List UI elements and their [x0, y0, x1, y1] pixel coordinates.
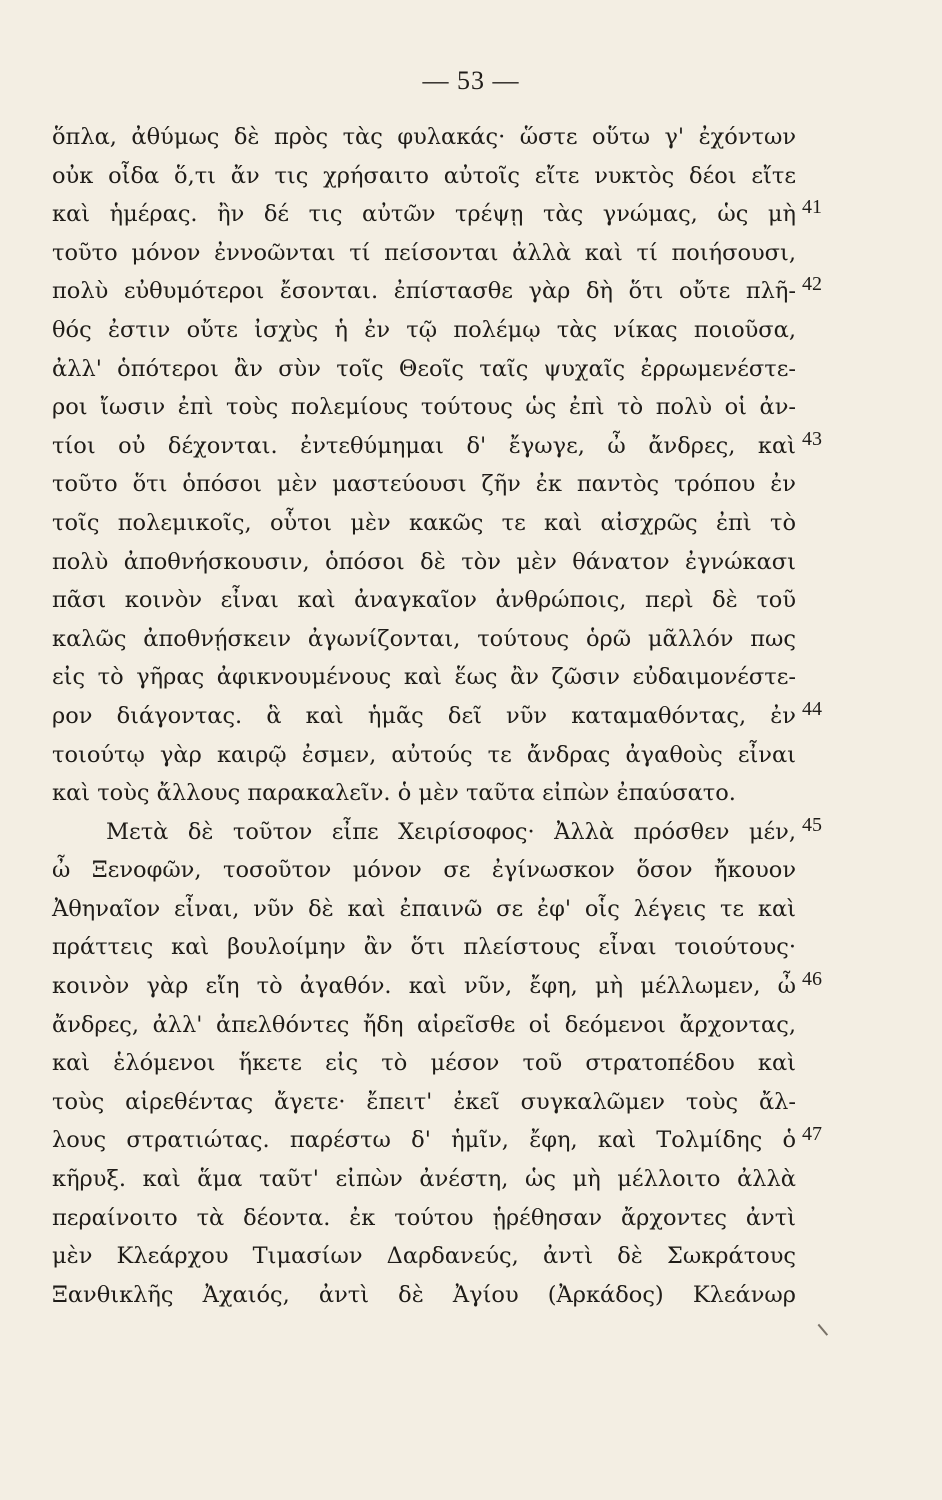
- text-line: τοιούτῳ γὰρ καιρῷ ἐσμεν, αὐτούς τε ἄνδρας ἀγαθοὺς εἶναι: [52, 741, 796, 768]
- text-line: τοῦτο μόνον ἐννοῶνται τί πείσονται ἀλλὰ καὶ τί ποιήσουσι,: [52, 239, 796, 266]
- text-line: τοῖς πολεμικοῖς, οὗτοι μὲν κακῶς τε καὶ αἰσχρῶς ἐπὶ τὸ: [52, 509, 796, 536]
- text-line: ἀλλ' ὁπότεροι ἂν σὺν τοῖς Θεοῖς ταῖς ψυχαῖς ἐρρωμενέστε-: [52, 355, 796, 382]
- text-line: οὐκ οἶδα ὅ,τι ἄν τις χρήσαιτο αὐτοῖς εἴτε νυκτὸς δέοι εἴτε: [52, 162, 796, 189]
- text-line: θός ἐστιν οὔτε ἰσχὺς ἡ ἐν τῷ πολέμῳ τὰς νίκας ποιοῦσα,: [52, 316, 796, 343]
- text-line: Ξανθικλῆς Ἀχαιός, ἀντὶ δὲ Ἀγίου (Ἀρκάδος) Κλεάνωρ: [52, 1281, 796, 1308]
- text-line: ὦ Ξενοφῶν, τοσοῦτον μόνον σε ἐγίνωσκον ὅσον ἤκουον: [52, 857, 796, 884]
- text-line: πᾶσι κοινὸν εἶναι καὶ ἀναγκαῖον ἀνθρώποις, περὶ δὲ τοῦ: [52, 587, 796, 614]
- text-line: εἰς τὸ γῆρας ἀφικνουμένους καὶ ἕως ἂν ζῶσιν εὐδαιμονέστε-: [52, 664, 796, 691]
- text-line: Ἀθηναῖον εἶναι, νῦν δὲ καὶ ἐπαινῶ σε ἐφ' οἷς λέγεις τε καὶ: [52, 895, 796, 922]
- text-line: ροι ἴωσιν ἐπὶ τοὺς πολεμίους τούτους ὡς ἐπὶ τὸ πολὺ οἱ ἀν-: [52, 394, 796, 421]
- text-line: τοῦτο ὅτι ὁπόσοι μὲν μαστεύουσι ζῆν ἐκ παντὸς τρόπου ἐν: [52, 471, 796, 498]
- section-number: 45: [802, 813, 822, 836]
- section-number: 41: [802, 196, 822, 219]
- text-line: περαίνοιτο τὰ δέοντα. ἐκ τούτου ᾑρέθησαν ἄρχοντες ἀντὶ: [52, 1204, 796, 1231]
- section-number: 43: [802, 427, 822, 450]
- text-line: πράττεις καὶ βουλοίμην ἂν ὅτι πλείστους εἶναι τοιούτους·: [52, 934, 796, 961]
- text-line: ὅπλα, ἀθύμως δὲ πρὸς τὰς φυλακάς· ὥστε οὕτω γ' ἐχόντων: [52, 124, 796, 150]
- page-number: — 53 —: [422, 66, 520, 95]
- ink-mark: [810, 1324, 828, 1342]
- section-number: 47: [802, 1122, 822, 1145]
- paragraph-first-line: Μετὰ δὲ τοῦτον εἶπε Χειρίσοφος· Ἀλλὰ πρόσθεν μέν,: [106, 818, 796, 845]
- text-line: καὶ τοὺς ἄλλους παρακαλεῖν. ὁ μὲν ταῦτα εἰπὼν ἐπαύσατο.: [52, 780, 736, 807]
- text-line: ρον διάγοντας. ἃ καὶ ἡμᾶς δεῖ νῦν καταμαθόντας, ἐν: [52, 702, 796, 729]
- text-line: καὶ ἑλόμενοι ἥκετε εἰς τὸ μέσον τοῦ στρατοπέδου καὶ: [52, 1050, 796, 1077]
- text-line: μὲν Κλεάρχου Τιμασίων Δαρδανεύς, ἀντὶ δὲ Σωκράτους: [52, 1243, 796, 1270]
- text-line: τίοι οὐ δέχονται. ἐντεθύμημαι δ' ἔγωγε, ὦ ἄνδρες, καὶ: [52, 432, 796, 459]
- text-line: κῆρυξ. καὶ ἅμα ταῦτ' εἰπὼν ἀνέστη, ὡς μὴ μέλλοιτο ἀλλὰ: [52, 1166, 796, 1193]
- section-number: 42: [802, 273, 822, 296]
- text-line: τοὺς αἱρεθέντας ἄγετε· ἔπειτ' ἐκεῖ συγκαλῶμεν τοὺς ἄλ-: [52, 1088, 796, 1115]
- text-line: καὶ ἡμέρας. ἢν δέ τις αὐτῶν τρέψῃ τὰς γνώμας, ὡς μὴ: [52, 201, 796, 228]
- text-line: λους στρατιώτας. παρέστω δ' ἡμῖν, ἔφη, καὶ Τολμίδης ὁ: [52, 1127, 796, 1154]
- text-line: ἄνδρες, ἀλλ' ἀπελθόντες ἤδη αἱρεῖσθε οἱ δεόμενοι ἄρχοντας,: [52, 1011, 796, 1038]
- text-line: πολὺ ἀποθνήσκουσιν, ὁπόσοι δὲ τὸν μὲν θάνατον ἐγνώκασι: [52, 548, 796, 575]
- text-line: καλῶς ἀποθνῄσκειν ἀγωνίζονται, τούτους ὁρῶ μᾶλλόν πως: [52, 625, 796, 652]
- section-number: 44: [802, 698, 822, 720]
- text-line: πολὺ εὐθυμότεροι ἔσονται. ἐπίστασθε γὰρ δὴ ὅτι οὔτε πλῆ-: [52, 278, 796, 305]
- section-number: 46: [802, 968, 822, 991]
- body-text: [52, 118, 796, 1314]
- text-line: κοινὸν γὰρ εἴη τὸ ἀγαθόν. καὶ νῦν, ἔφη, μὴ μέλλωμεν, ὦ: [52, 973, 796, 1000]
